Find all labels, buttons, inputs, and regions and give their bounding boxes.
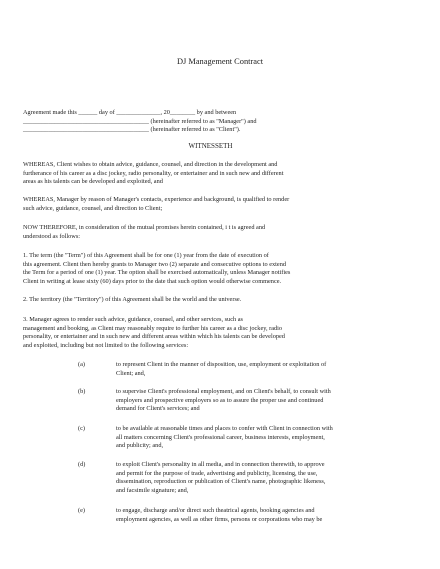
section-1: 1. The term (the "Term") of this Agreement shall be for one (1) year from the date of execution of this agreement. Client then hereby grants to Manager two (2) separate and consecutive options to extend the Term for a period of one (1) year. The option shall be exercised automatically, unless Manager notifies Client in writing at lease sixty (60) days prior to the date that such option would otherwise commence. [23,252,291,285]
item-text: to supervise Client's professional employment, and on Client's behalf, to consult with employers and prospective employers so as to assure the proper use and continued demand for Client's services; and [116,388,331,413]
whereas-paragraph-1: WHEREAS, Client wishes to obtain advice, guidance, counsel, and direction in the development and furtherance of his career as a disc jockey, radio personality, or entertainer and in such new and different areas as his talents can be developed and exploited, and [23,161,284,186]
item-label: (e) [78,507,85,514]
item-label: (c) [78,425,85,432]
witnesseth-heading: WITNESSETH [188,142,233,150]
item-label: (d) [78,461,86,468]
item-label: (a) [78,361,85,368]
item-text: to engage, discharge and/or direct such theatrical agents, booking agencies and employment agencies, as well as other firms, persons or corporations who may be [116,507,323,523]
intro-line: Agreement made this ______ day of ______________, 20________ by and between [23,109,237,116]
whereas-paragraph-2: WHEREAS, Manager by reason of Manager's contacts, experience and background, is qualified to render such advice, guidance, counsel, and direction to Client; [23,196,290,212]
section-2: 2. The territory (the "Territory") of this Agreement shall be the world and the universe. [23,296,242,303]
intro-line: ________________________________________ (hereinafter referred to as "Manager") and [23,117,257,125]
section-3: 3. Manager agrees to render such advice, guidance, counsel, and other services, such as management and booking, as Client may reasonably require to further his career as a disc jockey, radio personality, or entertainer and in such new and different areas within which his talents can be developed and exploited, including but not limited to the following services: [23,316,285,349]
item-text: to be available at reasonable times and places to confer with Client in connection with all matters concerning Client's professional career, business interests, employment, and publicity; and, [116,425,333,450]
now-therefore-paragraph: NOW THEREFORE, in consideration of the mutual promises herein contained, i t is agreed and understood as follows: [23,224,266,240]
item-text: to exploit Client's personality in all media, and in connection therewith, to approve and permit for the purpose of trade, advertising and publicity, licensing, the use, dissemination, reproduction or publication of Client's name, photographic likeness, and facsimile signature; and, [116,461,326,494]
intro-line: ________________________________________ (hereinafter referred to as "Client"). [23,126,241,134]
item-label: (b) [78,388,86,395]
item-text: to represent Client in the manner of disposition, use, employment or exploitation of Client; and, [116,361,327,377]
document-title: DJ Management Contract [176,57,264,66]
intro-paragraph [23,109,398,135]
